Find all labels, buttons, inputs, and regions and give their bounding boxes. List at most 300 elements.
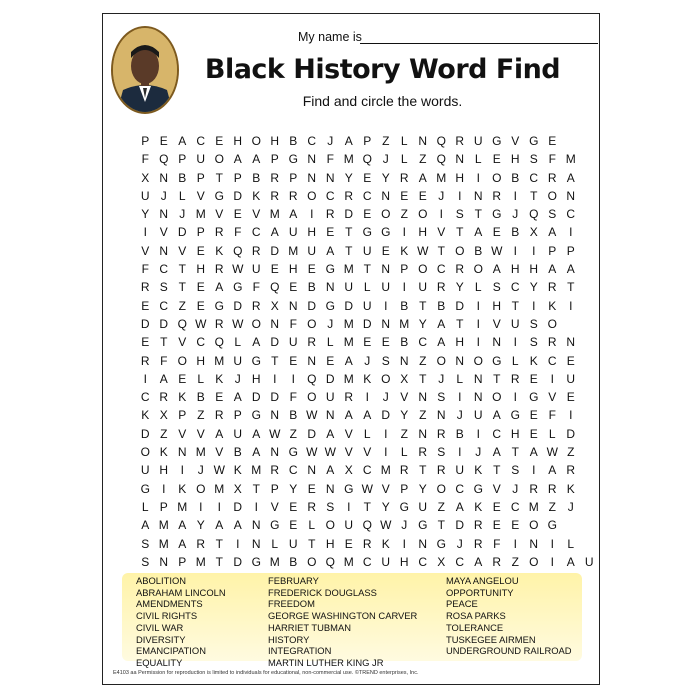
grid-letter[interactable]: T <box>215 170 223 185</box>
grid-letter[interactable]: X <box>400 371 409 386</box>
grid-letter[interactable]: G <box>547 518 557 533</box>
grid-letter[interactable]: N <box>251 518 261 533</box>
grid-letter[interactable]: N <box>270 408 280 423</box>
grid-letter[interactable]: C <box>436 262 446 277</box>
grid-letter[interactable]: I <box>291 371 295 386</box>
grid-letter[interactable]: Z <box>419 152 427 167</box>
grid-letter[interactable]: L <box>474 152 482 167</box>
grid-letter[interactable]: C <box>196 134 206 148</box>
grid-letter[interactable]: R <box>547 335 557 350</box>
grid-letter[interactable]: A <box>289 207 298 222</box>
grid-letter[interactable]: K <box>474 499 483 514</box>
grid-letter[interactable]: U <box>233 426 243 441</box>
grid-letter[interactable]: D <box>362 316 372 331</box>
grid-letter[interactable]: T <box>530 188 538 203</box>
grid-letter[interactable]: C <box>418 335 428 350</box>
grid-letter[interactable]: R <box>473 518 483 533</box>
grid-letter[interactable]: U <box>140 188 150 203</box>
grid-letter[interactable]: B <box>178 170 187 185</box>
grid-letter[interactable]: D <box>455 518 465 533</box>
grid-letter[interactable]: O <box>307 316 317 331</box>
grid-letter[interactable]: T <box>215 536 223 551</box>
grid-letter[interactable]: C <box>140 390 150 405</box>
grid-letter[interactable]: E <box>344 536 353 551</box>
grid-letter[interactable]: A <box>474 554 483 569</box>
grid-letter[interactable]: D <box>270 390 280 405</box>
grid-letter[interactable]: U <box>418 280 428 295</box>
grid-letter[interactable]: T <box>271 353 279 368</box>
grid-letter[interactable]: N <box>325 280 335 295</box>
grid-letter[interactable]: E <box>141 298 150 313</box>
grid-letter[interactable]: B <box>289 554 298 569</box>
grid-letter[interactable]: A <box>548 262 557 277</box>
grid-letter[interactable]: O <box>251 134 261 148</box>
grid-letter[interactable]: R <box>547 170 557 185</box>
grid-letter[interactable]: I <box>513 390 517 405</box>
grid-letter[interactable]: O <box>177 353 187 368</box>
grid-letter[interactable]: M <box>195 445 206 460</box>
grid-letter[interactable]: G <box>492 207 502 222</box>
grid-letter[interactable]: R <box>418 445 428 460</box>
grid-letter[interactable]: K <box>363 371 372 386</box>
grid-letter[interactable]: S <box>492 280 501 295</box>
grid-letter[interactable]: U <box>325 390 335 405</box>
grid-letter[interactable]: J <box>364 353 371 368</box>
grid-letter[interactable]: B <box>400 335 409 350</box>
grid-letter[interactable]: I <box>143 371 147 386</box>
grid-letter[interactable]: N <box>492 335 502 350</box>
grid-letter[interactable]: E <box>492 499 501 514</box>
grid-letter[interactable]: O <box>325 518 335 533</box>
grid-letter[interactable]: V <box>400 390 409 405</box>
grid-letter[interactable]: Q <box>436 152 446 167</box>
grid-letter[interactable]: M <box>251 463 262 478</box>
grid-letter[interactable]: L <box>400 445 408 460</box>
grid-letter[interactable]: G <box>529 134 539 148</box>
grid-letter[interactable]: G <box>270 518 280 533</box>
grid-letter[interactable]: R <box>307 499 317 514</box>
grid-letter[interactable]: W <box>491 243 503 258</box>
grid-letter[interactable]: Y <box>418 316 427 331</box>
grid-letter[interactable]: D <box>381 408 391 423</box>
grid-letter[interactable]: R <box>436 280 446 295</box>
grid-letter[interactable]: C <box>455 481 465 496</box>
grid-letter[interactable]: A <box>326 463 335 478</box>
grid-letter[interactable]: T <box>178 262 186 277</box>
grid-letter[interactable]: Z <box>567 445 575 460</box>
grid-letter[interactable]: Q <box>214 335 224 350</box>
grid-letter[interactable]: C <box>529 170 539 185</box>
grid-letter[interactable]: L <box>456 371 464 386</box>
grid-letter[interactable]: I <box>513 188 517 203</box>
grid-letter[interactable]: K <box>215 371 224 386</box>
grid-letter[interactable]: A <box>492 262 501 277</box>
grid-letter[interactable]: J <box>382 152 389 167</box>
grid-letter[interactable]: E <box>492 152 501 167</box>
grid-letter[interactable]: Y <box>400 408 409 423</box>
grid-letter[interactable]: I <box>365 390 369 405</box>
grid-letter[interactable]: J <box>160 188 167 203</box>
grid-letter[interactable]: I <box>476 335 480 350</box>
grid-letter[interactable]: S <box>529 335 538 350</box>
grid-letter[interactable]: M <box>343 554 354 569</box>
grid-letter[interactable]: G <box>251 554 261 569</box>
grid-letter[interactable]: Y <box>529 280 538 295</box>
grid-letter[interactable]: I <box>513 243 517 258</box>
grid-letter[interactable]: L <box>567 536 575 551</box>
grid-letter[interactable]: R <box>196 536 206 551</box>
grid-letter[interactable]: U <box>362 243 372 258</box>
grid-letter[interactable]: U <box>381 554 391 569</box>
grid-letter[interactable]: H <box>159 463 169 478</box>
grid-letter[interactable]: L <box>363 280 371 295</box>
grid-letter[interactable]: E <box>270 262 279 277</box>
grid-letter[interactable]: I <box>458 188 462 203</box>
grid-letter[interactable]: N <box>473 390 483 405</box>
grid-letter[interactable]: N <box>455 353 465 368</box>
grid-letter[interactable]: R <box>436 463 446 478</box>
grid-letter[interactable]: I <box>513 335 517 350</box>
grid-letter[interactable]: H <box>529 262 539 277</box>
grid-letter[interactable]: G <box>325 298 335 313</box>
grid-letter[interactable]: E <box>492 225 501 240</box>
grid-letter[interactable]: K <box>252 188 261 203</box>
grid-letter[interactable]: E <box>566 390 575 405</box>
grid-letter[interactable]: U <box>566 371 576 386</box>
grid-letter[interactable]: H <box>233 134 243 148</box>
grid-letter[interactable]: H <box>196 353 206 368</box>
grid-letter[interactable]: B <box>196 390 205 405</box>
grid-letter[interactable]: N <box>473 371 483 386</box>
grid-letter[interactable]: O <box>307 188 317 203</box>
grid-letter[interactable]: D <box>325 371 335 386</box>
grid-letter[interactable]: E <box>215 134 224 148</box>
grid-letter[interactable]: E <box>363 207 372 222</box>
grid-letter[interactable]: W <box>213 463 225 478</box>
grid-letter[interactable]: Q <box>159 152 169 167</box>
grid-letter[interactable]: A <box>159 371 168 386</box>
grid-letter[interactable]: L <box>548 426 556 441</box>
grid-letter[interactable]: D <box>270 335 280 350</box>
grid-letter[interactable]: I <box>532 298 536 313</box>
grid-letter[interactable]: V <box>159 225 168 240</box>
grid-letter[interactable]: I <box>476 426 480 441</box>
grid-letter[interactable]: V <box>492 481 501 496</box>
grid-letter[interactable]: H <box>510 426 520 441</box>
grid-letter[interactable]: O <box>473 353 483 368</box>
grid-letter[interactable]: M <box>343 152 354 167</box>
grid-letter[interactable]: R <box>566 463 576 478</box>
grid-letter[interactable]: P <box>270 152 279 167</box>
grid-letter[interactable]: U <box>307 243 317 258</box>
grid-letter[interactable]: P <box>400 262 409 277</box>
grid-letter[interactable]: Q <box>325 554 335 569</box>
grid-letter[interactable]: Y <box>196 518 205 533</box>
grid-letter[interactable]: U <box>196 152 206 167</box>
grid-letter[interactable]: D <box>140 426 150 441</box>
grid-letter[interactable]: F <box>141 262 149 277</box>
grid-letter[interactable]: S <box>141 536 150 551</box>
grid-letter[interactable]: J <box>438 188 445 203</box>
grid-letter[interactable]: N <box>270 316 280 331</box>
grid-letter[interactable]: T <box>437 518 445 533</box>
grid-letter[interactable]: H <box>510 262 520 277</box>
grid-letter[interactable]: B <box>474 243 483 258</box>
grid-letter[interactable]: I <box>569 225 573 240</box>
grid-letter[interactable]: H <box>418 225 428 240</box>
grid-letter[interactable]: A <box>344 408 353 423</box>
grid-letter[interactable]: T <box>363 262 371 277</box>
grid-letter[interactable]: S <box>548 207 557 222</box>
grid-letter[interactable]: N <box>418 134 428 148</box>
grid-letter[interactable]: E <box>566 353 575 368</box>
grid-letter[interactable]: I <box>402 280 406 295</box>
grid-letter[interactable]: W <box>546 445 558 460</box>
grid-letter[interactable]: O <box>436 353 446 368</box>
grid-letter[interactable]: E <box>400 188 409 203</box>
grid-letter[interactable]: B <box>307 280 316 295</box>
grid-letter[interactable]: Y <box>455 280 464 295</box>
grid-letter[interactable]: O <box>547 188 557 203</box>
grid-letter[interactable]: T <box>178 280 186 295</box>
grid-letter[interactable]: A <box>233 390 242 405</box>
grid-letter[interactable]: V <box>178 426 187 441</box>
grid-letter[interactable]: O <box>529 518 539 533</box>
grid-letter[interactable]: I <box>513 536 517 551</box>
grid-letter[interactable]: E <box>381 243 390 258</box>
grid-letter[interactable]: J <box>179 207 186 222</box>
grid-letter[interactable]: I <box>532 243 536 258</box>
grid-letter[interactable]: W <box>269 426 281 441</box>
grid-letter[interactable]: V <box>252 207 261 222</box>
grid-letter[interactable]: N <box>436 408 446 423</box>
grid-letter[interactable]: A <box>363 408 372 423</box>
grid-letter[interactable]: A <box>418 170 427 185</box>
grid-letter[interactable]: N <box>473 188 483 203</box>
grid-letter[interactable]: R <box>547 280 557 295</box>
grid-letter[interactable]: F <box>493 536 501 551</box>
grid-letter[interactable]: L <box>234 335 242 350</box>
grid-letter[interactable]: T <box>437 243 445 258</box>
grid-letter[interactable]: D <box>307 426 317 441</box>
grid-letter[interactable]: G <box>325 262 335 277</box>
grid-letter[interactable]: E <box>289 499 298 514</box>
grid-letter[interactable]: C <box>547 353 557 368</box>
grid-letter[interactable]: A <box>141 518 150 533</box>
grid-letter[interactable]: N <box>455 152 465 167</box>
grid-letter[interactable]: A <box>326 426 335 441</box>
grid-letter[interactable]: M <box>195 554 206 569</box>
grid-letter[interactable]: R <box>270 188 280 203</box>
grid-letter[interactable]: M <box>214 353 225 368</box>
grid-letter[interactable]: O <box>529 554 539 569</box>
grid-letter[interactable]: T <box>567 280 575 295</box>
grid-letter[interactable]: N <box>381 262 391 277</box>
grid-letter[interactable]: E <box>529 408 538 423</box>
grid-letter[interactable]: Y <box>418 481 427 496</box>
grid-letter[interactable]: E <box>326 353 335 368</box>
grid-letter[interactable]: A <box>474 225 483 240</box>
grid-letter[interactable]: R <box>288 188 298 203</box>
grid-letter[interactable]: E <box>215 390 224 405</box>
grid-letter[interactable]: N <box>418 426 428 441</box>
grid-letter[interactable]: T <box>419 298 427 313</box>
grid-letter[interactable]: I <box>384 426 388 441</box>
grid-letter[interactable]: J <box>456 408 463 423</box>
grid-letter[interactable]: U <box>584 554 594 569</box>
grid-letter[interactable]: A <box>270 225 279 240</box>
grid-letter[interactable]: Q <box>233 243 243 258</box>
grid-letter[interactable]: P <box>196 225 205 240</box>
grid-letter[interactable]: I <box>476 170 480 185</box>
grid-letter[interactable]: B <box>289 134 298 148</box>
grid-letter[interactable]: R <box>399 170 409 185</box>
grid-letter[interactable]: V <box>215 445 224 460</box>
grid-letter[interactable]: L <box>326 335 334 350</box>
grid-letter[interactable]: D <box>233 298 243 313</box>
grid-letter[interactable]: Z <box>419 353 427 368</box>
grid-letter[interactable]: H <box>492 298 502 313</box>
grid-letter[interactable]: S <box>159 280 168 295</box>
grid-letter[interactable]: R <box>159 390 169 405</box>
grid-letter[interactable]: O <box>418 262 428 277</box>
grid-letter[interactable]: Q <box>362 152 372 167</box>
grid-letter[interactable]: O <box>473 262 483 277</box>
grid-letter[interactable]: P <box>196 170 205 185</box>
grid-letter[interactable]: H <box>455 170 465 185</box>
grid-letter[interactable]: F <box>548 152 556 167</box>
grid-letter[interactable]: M <box>528 499 539 514</box>
grid-letter[interactable]: P <box>233 170 242 185</box>
grid-letter[interactable]: S <box>511 463 520 478</box>
grid-letter[interactable]: J <box>197 463 204 478</box>
grid-letter[interactable]: P <box>566 243 575 258</box>
grid-letter[interactable]: O <box>436 481 446 496</box>
grid-letter[interactable]: H <box>270 134 280 148</box>
grid-letter[interactable]: K <box>233 463 242 478</box>
grid-letter[interactable]: Q <box>307 371 317 386</box>
grid-letter[interactable]: G <box>344 481 354 496</box>
grid-letter[interactable]: A <box>178 518 187 533</box>
grid-letter[interactable]: B <box>252 170 261 185</box>
grid-letter[interactable]: D <box>344 207 354 222</box>
grid-letter[interactable]: Y <box>381 499 390 514</box>
grid-letter[interactable]: H <box>196 262 206 277</box>
grid-letter[interactable]: L <box>511 353 519 368</box>
grid-letter[interactable]: R <box>399 463 409 478</box>
grid-letter[interactable]: F <box>289 390 297 405</box>
grid-letter[interactable]: Y <box>381 170 390 185</box>
grid-letter[interactable]: N <box>566 188 576 203</box>
grid-letter[interactable]: K <box>381 536 390 551</box>
grid-letter[interactable]: G <box>418 518 428 533</box>
grid-letter[interactable]: C <box>307 134 317 148</box>
grid-letter[interactable]: I <box>550 536 554 551</box>
grid-letter[interactable]: R <box>214 225 224 240</box>
grid-letter[interactable]: R <box>307 335 317 350</box>
grid-letter[interactable]: H <box>325 536 335 551</box>
grid-letter[interactable]: Q <box>529 207 539 222</box>
grid-letter[interactable]: F <box>234 225 242 240</box>
grid-letter[interactable]: V <box>548 390 557 405</box>
grid-letter[interactable]: A <box>233 518 242 533</box>
grid-letter[interactable]: N <box>325 170 335 185</box>
grid-letter[interactable]: R <box>362 536 372 551</box>
grid-letter[interactable]: K <box>566 481 575 496</box>
grid-letter[interactable]: D <box>307 298 317 313</box>
grid-letter[interactable]: J <box>475 445 482 460</box>
grid-letter[interactable]: S <box>529 152 538 167</box>
grid-letter[interactable]: R <box>455 134 465 148</box>
grid-letter[interactable]: T <box>419 463 427 478</box>
grid-letter[interactable]: F <box>252 280 260 295</box>
grid-letter[interactable]: R <box>270 463 280 478</box>
grid-letter[interactable]: M <box>269 207 280 222</box>
grid-letter[interactable]: N <box>566 335 576 350</box>
name-field-line[interactable] <box>360 43 598 44</box>
grid-letter[interactable]: A <box>566 554 575 569</box>
grid-letter[interactable]: D <box>159 316 169 331</box>
grid-letter[interactable]: Z <box>382 134 390 148</box>
grid-letter[interactable]: V <box>381 481 390 496</box>
grid-letter[interactable]: N <box>288 298 298 313</box>
grid-letter[interactable]: J <box>456 536 463 551</box>
grid-letter[interactable]: L <box>474 280 482 295</box>
grid-letter[interactable]: L <box>400 152 408 167</box>
grid-letter[interactable]: N <box>307 170 317 185</box>
grid-letter[interactable]: T <box>419 371 427 386</box>
grid-letter[interactable]: W <box>380 518 392 533</box>
grid-letter[interactable]: I <box>569 298 573 313</box>
grid-letter[interactable]: A <box>215 518 224 533</box>
grid-letter[interactable]: I <box>550 371 554 386</box>
grid-letter[interactable]: F <box>289 316 297 331</box>
grid-letter[interactable]: I <box>458 390 462 405</box>
grid-letter[interactable]: G <box>362 225 372 240</box>
grid-letter[interactable]: X <box>270 298 279 313</box>
grid-letter[interactable]: E <box>178 371 187 386</box>
grid-letter[interactable]: I <box>273 371 277 386</box>
grid-letter[interactable]: N <box>325 481 335 496</box>
grid-letter[interactable]: V <box>178 335 187 350</box>
grid-letter[interactable]: C <box>455 554 465 569</box>
grid-letter[interactable]: L <box>308 518 316 533</box>
grid-letter[interactable]: I <box>384 445 388 460</box>
grid-letter[interactable]: K <box>548 298 557 313</box>
grid-letter[interactable]: V <box>270 499 279 514</box>
grid-letter[interactable]: C <box>362 188 372 203</box>
grid-letter[interactable]: G <box>288 445 298 460</box>
grid-letter[interactable]: A <box>252 152 261 167</box>
grid-letter[interactable]: C <box>492 426 502 441</box>
grid-letter[interactable]: E <box>159 134 168 148</box>
grid-letter[interactable]: R <box>270 170 280 185</box>
grid-letter[interactable]: U <box>233 353 243 368</box>
grid-letter[interactable]: A <box>492 445 501 460</box>
grid-letter[interactable]: I <box>384 298 388 313</box>
grid-letter[interactable]: Q <box>270 280 280 295</box>
grid-letter[interactable]: E <box>326 225 335 240</box>
grid-letter[interactable]: G <box>492 353 502 368</box>
grid-letter[interactable]: A <box>566 262 575 277</box>
grid-letter[interactable]: L <box>363 426 371 441</box>
grid-letter[interactable]: A <box>252 335 261 350</box>
grid-letter[interactable]: E <box>418 188 427 203</box>
grid-letter[interactable]: N <box>418 536 428 551</box>
grid-letter[interactable]: T <box>456 316 464 331</box>
grid-letter[interactable]: M <box>343 262 354 277</box>
grid-letter[interactable]: T <box>160 335 168 350</box>
